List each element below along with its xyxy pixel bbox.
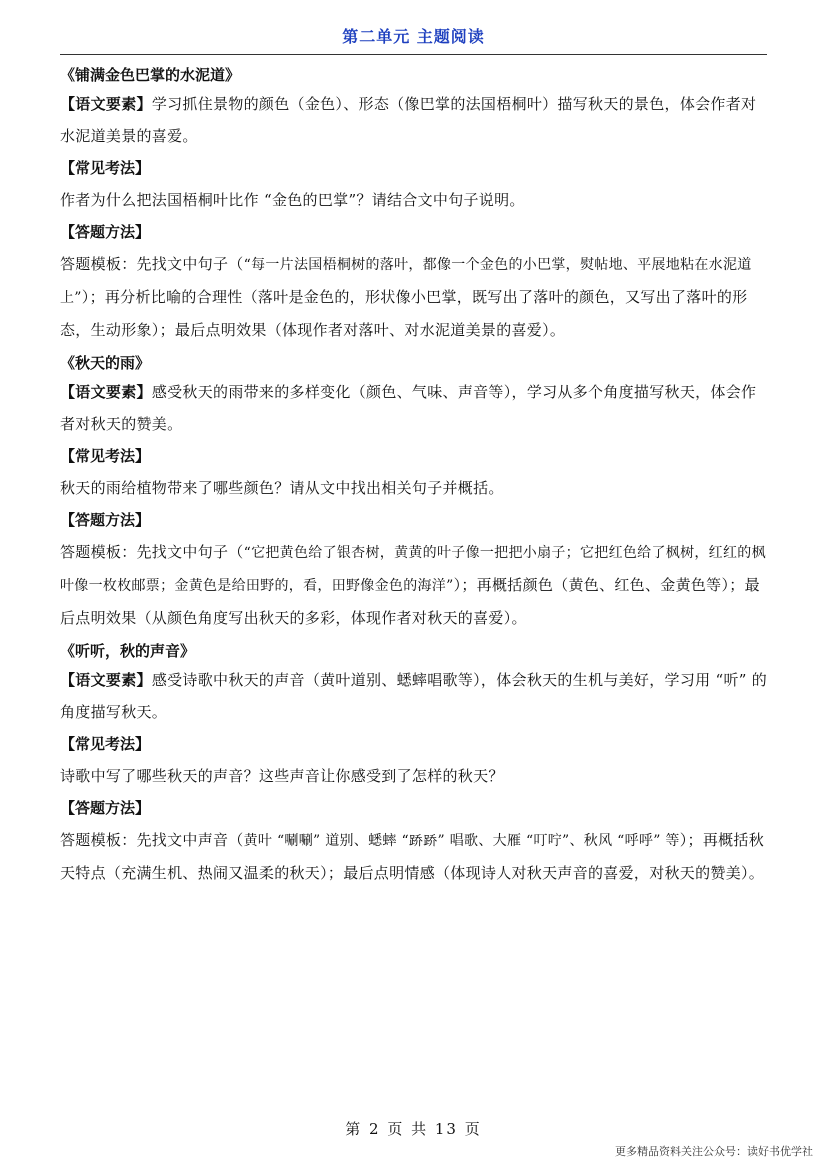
section-title: 《秋天的雨》 [60,354,151,372]
fangfa-rest: ）；再概括秋天特点（充满生机、热闹又温柔的秋天）；最后点明情感（体现诗人对秋天声音的喜爱，对秋天的赞美）。 [60,831,765,882]
page-number: 第 2 页 共 13 页 [345,1120,482,1138]
page-header-title: 第二单元 主题阅读 [342,27,485,46]
yuwen-paragraph [60,88,768,152]
kaofa-label: 【常见考法】 [60,447,151,465]
fangfa-paragraph [60,536,768,634]
fangfa-label: 【答题方法】 [60,799,151,817]
fangfa-quote: 黄叶 “唰唰” 道别、蟋蟀 “𫏋𫏋” 唱歌、大雁 “叮咛”、秋风 “呼呼” 等 [243,833,680,849]
kaofa-label: 【常见考法】 [60,159,151,177]
yuwen-label: 【语文要素】 [60,383,152,401]
kaofa-label: 【常见考法】 [60,735,151,753]
fangfa-rest: ）；再概括颜色（黄色、红色、金黄色等）；最后点明效果（从颜色角度写出秋天的多彩，体现作者对秋天的喜爱）。 [60,576,760,627]
fangfa-prefix: 答题模板：先找文中声音（ [60,831,244,849]
yuwen-label: 【语文要素】 [60,95,152,113]
fangfa-rest: ）；再分析比喻的合理性（落叶是金色的，形状像小巴掌，既写出了落叶的颜色，又写出了落叶的形态，生动形象）；最后点明效果（体现作者对落叶、对水泥道美景的喜爱）。 [60,288,748,339]
fangfa-label: 【答题方法】 [60,223,151,241]
fangfa-quote: “每一片法国梧桐树的落叶，都像一个金色的小巴掌，熨帖地、平展地粘在水泥道上” [60,257,752,306]
section-title: 《铺满金色巴掌的水泥道》 [60,66,241,84]
fangfa-paragraph [60,824,768,889]
footer-note: 更多精品资料关注公众号：读好书优学社 [615,1145,813,1158]
yuwen-paragraph [60,664,768,728]
fangfa-prefix: 答题模板：先找文中句子（ [60,543,244,561]
kaofa-text: 作者为什么把法国梧桐叶比作 “金色的巴掌”？请结合文中句子说明。 [60,191,525,209]
yuwen-text: 感受诗歌中秋天的声音（黄叶道别、蟋蟀唱歌等），体会秋天的生机与美好，学习用 “听” 的角度描写秋天。 [60,671,768,721]
fangfa-prefix: 答题模板：先找文中句子（ [60,255,244,273]
document-body [60,62,768,889]
section-title: 《听听，秋的声音》 [60,642,196,660]
fangfa-label: 【答题方法】 [60,511,151,529]
yuwen-label: 【语文要素】 [60,671,152,689]
fangfa-quote: “它把黄色给了银杏树，黄黄的叶子像一把把小扇子；它把红色给了枫树，红红的枫叶像一枚枚邮票；金黄色是给田野的，看，田野像金色的海洋” [60,545,766,594]
header-divider [60,54,767,55]
fangfa-paragraph [60,248,768,346]
yuwen-paragraph [60,376,768,440]
kaofa-text: 诗歌中写了哪些秋天的声音？这些声音让你感受到了怎样的秋天？ [60,767,504,785]
kaofa-text: 秋天的雨给植物带来了哪些颜色？请从文中找出相关句子并概括。 [60,479,504,497]
yuwen-text: 感受秋天的雨带来的多样变化（颜色、气味、声音等），学习从多个角度描写秋天，体会作者对秋天的赞美。 [60,383,757,433]
yuwen-text: 学习抓住景物的颜色（金色）、形态（像巴掌的法国梧桐叶）描写秋天的景色，体会作者对水泥道美景的喜爱。 [60,95,757,145]
